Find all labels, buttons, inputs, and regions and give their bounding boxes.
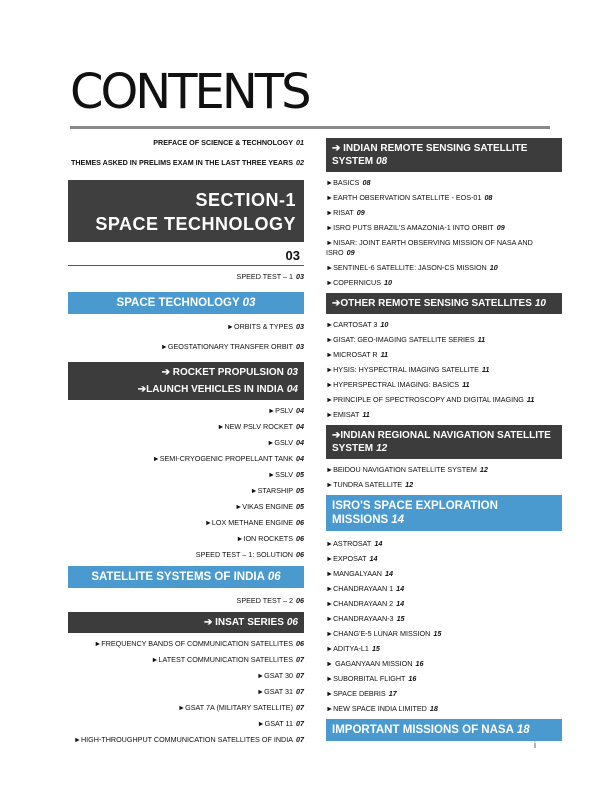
list-item[interactable]: ►LATEST COMMUNICATION SATELLITES 07 <box>151 655 304 664</box>
list-item[interactable]: ►HYPERSPECTRAL IMAGING: BASICS 11 <box>326 380 470 389</box>
toc-heading-nasa-missions[interactable]: IMPORTANT MISSIONS OF NASA 18 <box>326 719 562 741</box>
list-item[interactable]: ►VIKAS ENGINE 05 <box>235 502 304 511</box>
list-item[interactable]: ►GISAT: GEO-IMAGING SATELLITE SERIES 11 <box>326 335 486 344</box>
list-item[interactable]: ►BEIDOU NAVIGATION SATELLITE SYSTEM 12 <box>326 465 488 474</box>
list-item[interactable]: ►GSAT 11 07 <box>257 719 304 728</box>
list-item[interactable]: ►EXPOSAT 14 <box>326 554 378 563</box>
list-item[interactable]: ►TUNDRA SATELLITE 12 <box>326 480 414 489</box>
page-title: CONTENTS <box>70 64 309 120</box>
list-item[interactable]: ►FREQUENCY BANDS OF COMMUNICATION SATELLITES 06 <box>94 639 304 648</box>
nav-items <box>326 465 562 490</box>
toc-heading-satellite-systems[interactable]: SATELLITE SYSTEMS OF INDIA 06 <box>68 566 304 588</box>
list-item[interactable]: ► GAGANYAAN MISSION 16 <box>326 659 424 668</box>
list-item[interactable]: ►NISAR: JOINT EARTH OBSERVING MISSION OF NASA AND ISRO 09 <box>326 238 533 257</box>
list-item[interactable]: ►CARTOSAT 3 10 <box>326 320 389 329</box>
page-number: i <box>534 740 536 750</box>
list-item[interactable]: ►MANGALYAAN 14 <box>326 569 393 578</box>
list-item[interactable]: ►GEOSTATIONARY TRANSFER ORBIT 03 <box>160 342 304 351</box>
toc-entry-speed-test-2[interactable]: SPEED TEST – 2 06 <box>236 596 304 605</box>
list-item[interactable]: ►PRINCIPLE OF SPECTROSCOPY AND DIGITAL IMAGING 11 <box>326 395 535 404</box>
list-item[interactable]: ►STARSHIP 05 <box>250 486 304 495</box>
list-item[interactable]: ►SPACE DEBRIS 17 <box>326 689 397 698</box>
toc-heading-irs[interactable]: ➔ INDIAN REMOTE SENSING SATELLITE SYSTEM 08 <box>326 138 562 172</box>
list-item[interactable]: ►GSAT 7A (MILITARY SATELLITE) 07 <box>178 703 304 712</box>
space-items <box>68 322 304 352</box>
list-item[interactable]: ►NEW SPACE INDIA LIMITED 18 <box>326 704 438 713</box>
section-label: SECTION-1 <box>195 190 296 210</box>
left-column <box>68 138 304 751</box>
list-item[interactable]: ►NEW PSLV ROCKET 04 <box>217 422 304 431</box>
list-item[interactable]: ►CHANDRAYAAN 1 14 <box>326 584 405 593</box>
list-item[interactable]: ►ION ROCKETS 06 <box>236 534 304 543</box>
list-item[interactable]: ►SSLV 05 <box>268 470 304 479</box>
list-item[interactable]: ►BASICS 08 <box>326 178 371 187</box>
toc-heading-navigation[interactable]: ➔INDIAN REGIONAL NAVIGATION SATELLITE SYSTEM 12 <box>326 425 562 459</box>
section-1-banner <box>68 180 304 242</box>
list-item[interactable]: ►GSAT 30 07 <box>256 671 304 680</box>
list-item[interactable]: ►GSAT 31 07 <box>256 687 304 696</box>
list-item[interactable]: ►CHANDRAYAAN 2 14 <box>326 599 405 608</box>
toc-entry-speed-test-1[interactable]: SPEED TEST – 1 03 <box>236 272 304 281</box>
section-rule <box>68 265 304 266</box>
list-item[interactable]: ►SUBORBITAL FLIGHT 16 <box>326 674 417 683</box>
section-title: SPACE TECHNOLOGY <box>95 214 296 234</box>
toc-heading-rocket-propulsion[interactable]: ➔ ROCKET PROPULSION 03 <box>68 362 304 381</box>
list-item[interactable]: ►HIGH-THROUGHPUT COMMUNICATION SATELLITES OF INDIA 07 <box>73 735 304 744</box>
list-item[interactable]: ►LOX METHANE ENGINE 06 <box>204 518 304 527</box>
toc-heading-isro-exploration[interactable]: ISRO'S SPACE EXPLORATION MISSIONS 14 <box>326 495 562 531</box>
list-item[interactable]: ►CHANDRAYAAN-3 15 <box>326 614 405 623</box>
toc-heading-other-remote-sensing[interactable]: ➔OTHER REMOTE SENSING SATELLITES 10 <box>326 293 562 314</box>
section-page-number: 03 <box>285 248 300 263</box>
irs-items <box>326 178 562 288</box>
list-item[interactable]: ►MICROSAT R 11 <box>326 350 389 359</box>
right-column <box>326 138 562 749</box>
list-item[interactable]: ►EARTH OBSERVATION SATELLITE - EOS-01 08 <box>326 193 493 202</box>
list-item[interactable]: ►HYSIS: HYSPECTRAL IMAGING SATELLITE 11 <box>326 365 490 374</box>
other-items <box>326 320 562 420</box>
list-item[interactable]: ►ORBITS & TYPES 03 <box>226 322 304 331</box>
list-item[interactable]: ►SENTINEL-6 SATELLITE: JASON-CS MISSION 10 <box>326 263 498 272</box>
toc-entry-themes[interactable]: THEMES ASKED IN PRELIMS EXAM IN THE LAST THREE YEARS 02 <box>70 158 304 167</box>
list-item[interactable]: ►PSLV 04 <box>268 406 304 415</box>
list-item[interactable]: ►COPERNICUS 10 <box>326 278 393 287</box>
toc-entry-preface[interactable]: PREFACE OF SCIENCE & TECHNOLOGY 01 <box>153 138 304 147</box>
list-item[interactable]: SPEED TEST – 1: SOLUTION 06 <box>195 550 304 559</box>
title-rule <box>70 126 550 129</box>
list-item[interactable]: ►CHANG'E-5 LUNAR MISSION 15 <box>326 629 442 638</box>
toc-heading-insat-series[interactable]: ➔ INSAT SERIES 06 <box>68 612 304 633</box>
insat-items <box>68 639 304 745</box>
list-item[interactable]: ►EMISAT 11 <box>326 410 370 419</box>
list-item[interactable]: ►ASTROSAT 14 <box>326 539 383 548</box>
list-item[interactable]: ►GSLV 04 <box>267 438 304 447</box>
launch-items <box>68 406 304 560</box>
toc-heading-launch-vehicles[interactable]: ➔LAUNCH VEHICLES IN INDIA 04 <box>68 381 304 400</box>
list-item[interactable]: ►SEMI-CRYOGENIC PROPELLANT TANK 04 <box>152 454 304 463</box>
list-item[interactable]: ►ADITYA-L1 15 <box>326 644 380 653</box>
list-item[interactable]: ►RISAT 09 <box>326 208 365 217</box>
isro-items <box>326 539 562 714</box>
toc-heading-space-technology[interactable]: SPACE TECHNOLOGY 03 <box>68 292 304 314</box>
list-item[interactable]: ►ISRO PUTS BRAZIL'S AMAZONIA-1 INTO ORBIT 09 <box>326 223 505 232</box>
